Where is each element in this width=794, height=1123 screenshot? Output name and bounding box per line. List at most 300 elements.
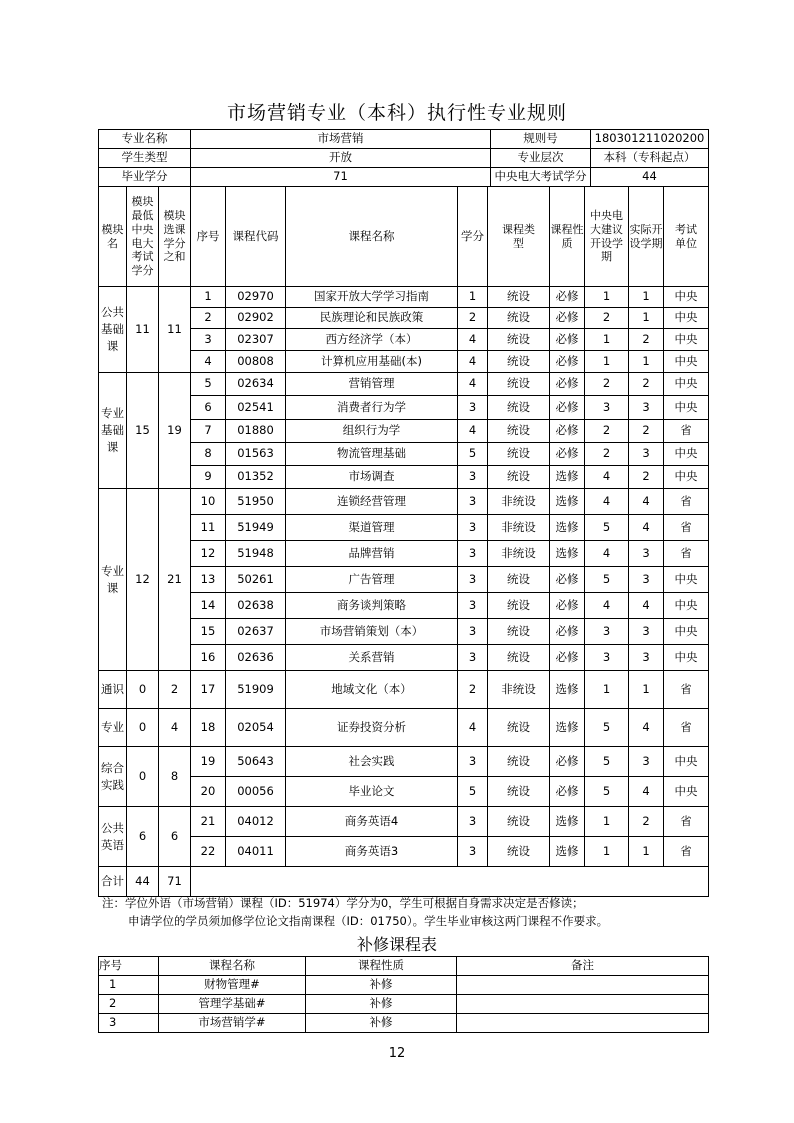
course-seq: 2 xyxy=(191,308,226,329)
module-sel-credit: 19 xyxy=(159,373,191,489)
course-row xyxy=(99,287,709,308)
course-cnature: 必修 xyxy=(550,645,585,671)
supp-header-seq: 序号 xyxy=(99,957,159,976)
course-name: 毕业论文 xyxy=(286,777,458,807)
course-cnature: 必修 xyxy=(550,747,585,777)
course-row xyxy=(99,466,709,489)
course-unit: 省 xyxy=(664,837,709,867)
supplement-row xyxy=(99,1014,709,1033)
course-code: 02970 xyxy=(226,287,286,308)
course-ctype: 统设 xyxy=(488,308,550,329)
course-row xyxy=(99,645,709,671)
module-min-credit: 0 xyxy=(127,747,159,807)
col-header-ctype: 课程类型 xyxy=(488,187,550,287)
course-ctype: 非统设 xyxy=(488,541,550,567)
header-row xyxy=(99,187,709,287)
course-credit: 3 xyxy=(458,396,488,420)
supplement-table xyxy=(98,956,709,1033)
course-name: 社会实践 xyxy=(286,747,458,777)
course-suggest: 1 xyxy=(585,329,629,351)
course-seq: 21 xyxy=(191,807,226,837)
course-suggest: 3 xyxy=(585,396,629,420)
course-suggest: 2 xyxy=(585,373,629,396)
course-actual: 3 xyxy=(629,541,664,567)
course-unit: 省 xyxy=(664,489,709,515)
supp-header-name: 课程名称 xyxy=(159,957,306,976)
module-name: 公共基础课 xyxy=(99,287,127,373)
course-name: 品牌营销 xyxy=(286,541,458,567)
course-actual: 4 xyxy=(629,709,664,747)
course-credit: 3 xyxy=(458,593,488,619)
course-ctype: 非统设 xyxy=(488,515,550,541)
course-ctype: 统设 xyxy=(488,287,550,308)
course-seq: 11 xyxy=(191,515,226,541)
course-actual: 2 xyxy=(629,807,664,837)
supp-remark xyxy=(457,1014,709,1033)
course-code: 02541 xyxy=(226,396,286,420)
course-code: 51949 xyxy=(226,515,286,541)
course-suggest: 4 xyxy=(585,466,629,489)
course-unit: 省 xyxy=(664,709,709,747)
col-header-actual: 实际开设学期 xyxy=(629,187,664,287)
course-code: 00808 xyxy=(226,351,286,373)
course-row xyxy=(99,671,709,709)
course-name: 民族理论和民族政策 xyxy=(286,308,458,329)
course-unit: 中央 xyxy=(664,777,709,807)
course-actual: 4 xyxy=(629,515,664,541)
course-cnature: 必修 xyxy=(550,420,585,443)
total-min-credit: 44 xyxy=(127,867,159,897)
course-credit: 4 xyxy=(458,420,488,443)
course-name: 西方经济学（本） xyxy=(286,329,458,351)
col-header-code: 课程代码 xyxy=(226,187,286,287)
supp-nature: 补修 xyxy=(306,1014,457,1033)
course-cnature: 必修 xyxy=(550,329,585,351)
col-header-name: 课程名称 xyxy=(286,187,458,287)
course-name: 营销管理 xyxy=(286,373,458,396)
course-credit: 2 xyxy=(458,308,488,329)
course-name: 关系营销 xyxy=(286,645,458,671)
course-unit: 省 xyxy=(664,807,709,837)
course-actual: 3 xyxy=(629,567,664,593)
course-credit: 2 xyxy=(458,671,488,709)
course-cnature: 必修 xyxy=(550,351,585,373)
course-actual: 3 xyxy=(629,747,664,777)
course-name: 广告管理 xyxy=(286,567,458,593)
total-empty xyxy=(191,867,709,897)
module-sel-credit: 8 xyxy=(159,747,191,807)
course-unit: 中央 xyxy=(664,373,709,396)
course-seq: 7 xyxy=(191,420,226,443)
module-min-credit: 11 xyxy=(127,287,159,373)
course-credit: 3 xyxy=(458,619,488,645)
course-cnature: 必修 xyxy=(550,287,585,308)
course-seq: 15 xyxy=(191,619,226,645)
course-row xyxy=(99,351,709,373)
info-table xyxy=(98,129,709,187)
course-row xyxy=(99,329,709,351)
module-sel-credit: 4 xyxy=(159,709,191,747)
course-ctype: 非统设 xyxy=(488,671,550,709)
course-seq: 8 xyxy=(191,443,226,466)
module-min-credit: 12 xyxy=(127,489,159,671)
info-value: 开放 xyxy=(191,149,491,168)
course-ctype: 统设 xyxy=(488,466,550,489)
info-value: 71 xyxy=(191,168,491,187)
course-suggest: 5 xyxy=(585,515,629,541)
course-ctype: 非统设 xyxy=(488,489,550,515)
total-label: 合计 xyxy=(99,867,127,897)
module-name: 专业课 xyxy=(99,489,127,671)
course-unit: 中央 xyxy=(664,351,709,373)
course-name: 市场营销策划（本） xyxy=(286,619,458,645)
page-number: 12 xyxy=(388,1046,406,1061)
course-cnature: 选修 xyxy=(550,466,585,489)
course-unit: 省 xyxy=(664,515,709,541)
course-suggest: 4 xyxy=(585,541,629,567)
course-row xyxy=(99,420,709,443)
course-name: 消费者行为学 xyxy=(286,396,458,420)
course-suggest: 1 xyxy=(585,671,629,709)
course-actual: 1 xyxy=(629,287,664,308)
course-actual: 2 xyxy=(629,373,664,396)
course-actual: 1 xyxy=(629,351,664,373)
info-label: 学生类型 xyxy=(99,149,191,168)
supp-header-remark: 备注 xyxy=(457,957,709,976)
col-header-cnature: 课程性质 xyxy=(550,187,585,287)
course-ctype: 统设 xyxy=(488,709,550,747)
course-unit: 中央 xyxy=(664,747,709,777)
course-actual: 2 xyxy=(629,466,664,489)
supp-seq: 1 xyxy=(99,976,159,995)
course-code: 01880 xyxy=(226,420,286,443)
course-row xyxy=(99,515,709,541)
course-code: 02637 xyxy=(226,619,286,645)
course-actual: 1 xyxy=(629,837,664,867)
course-credit: 4 xyxy=(458,709,488,747)
course-credit: 5 xyxy=(458,777,488,807)
course-seq: 1 xyxy=(191,287,226,308)
course-code: 50643 xyxy=(226,747,286,777)
course-unit: 中央 xyxy=(664,396,709,420)
info-label: 专业层次 xyxy=(491,149,591,168)
course-unit: 中央 xyxy=(664,308,709,329)
col-header-seq: 序号 xyxy=(191,187,226,287)
course-code: 02902 xyxy=(226,308,286,329)
course-actual: 3 xyxy=(629,645,664,671)
course-name: 商务英语4 xyxy=(286,807,458,837)
course-unit: 中央 xyxy=(664,329,709,351)
course-seq: 18 xyxy=(191,709,226,747)
course-ctype: 统设 xyxy=(488,747,550,777)
module-sel-credit: 6 xyxy=(159,807,191,867)
course-unit: 中央 xyxy=(664,466,709,489)
course-seq: 10 xyxy=(191,489,226,515)
page-title: 市场营销专业（本科）执行性专业规则 xyxy=(226,102,567,124)
course-ctype: 统设 xyxy=(488,807,550,837)
course-code: 02636 xyxy=(226,645,286,671)
module-sel-credit: 2 xyxy=(159,671,191,709)
course-actual: 3 xyxy=(629,619,664,645)
course-cnature: 必修 xyxy=(550,373,585,396)
module-min-credit: 0 xyxy=(127,671,159,709)
course-row xyxy=(99,619,709,645)
supplement-header-row xyxy=(99,957,709,976)
course-unit: 中央 xyxy=(664,645,709,671)
course-suggest: 2 xyxy=(585,420,629,443)
course-unit: 中央 xyxy=(664,443,709,466)
course-seq: 19 xyxy=(191,747,226,777)
course-code: 50261 xyxy=(226,567,286,593)
course-credit: 4 xyxy=(458,351,488,373)
course-actual: 1 xyxy=(629,671,664,709)
course-cnature: 选修 xyxy=(550,807,585,837)
info-value: 本科（专科起点） xyxy=(591,149,709,168)
course-seq: 20 xyxy=(191,777,226,807)
course-unit: 中央 xyxy=(664,287,709,308)
note-line-1: 注：学位外语（市场营销）课程（ID：51974）学分为0，学生可根据自身需求决定是否修读； xyxy=(102,896,584,910)
course-cnature: 必修 xyxy=(550,396,585,420)
course-code: 51909 xyxy=(226,671,286,709)
course-seq: 17 xyxy=(191,671,226,709)
course-ctype: 统设 xyxy=(488,351,550,373)
course-ctype: 统设 xyxy=(488,443,550,466)
course-seq: 3 xyxy=(191,329,226,351)
course-row xyxy=(99,777,709,807)
course-row xyxy=(99,308,709,329)
course-cnature: 必修 xyxy=(550,777,585,807)
col-header-credit: 学分 xyxy=(458,187,488,287)
course-credit: 3 xyxy=(458,807,488,837)
course-actual: 4 xyxy=(629,777,664,807)
course-name: 计算机应用基础(本) xyxy=(286,351,458,373)
info-value: 44 xyxy=(591,168,709,187)
course-row xyxy=(99,567,709,593)
course-ctype: 统设 xyxy=(488,593,550,619)
course-name: 地域文化（本） xyxy=(286,671,458,709)
course-suggest: 1 xyxy=(585,287,629,308)
info-row xyxy=(99,130,709,149)
course-name: 连锁经营管理 xyxy=(286,489,458,515)
course-ctype: 统设 xyxy=(488,396,550,420)
course-row xyxy=(99,489,709,515)
course-suggest: 5 xyxy=(585,777,629,807)
course-code: 02638 xyxy=(226,593,286,619)
course-suggest: 1 xyxy=(585,807,629,837)
course-actual: 1 xyxy=(629,308,664,329)
course-credit: 5 xyxy=(458,443,488,466)
course-unit: 中央 xyxy=(664,567,709,593)
course-code: 04012 xyxy=(226,807,286,837)
course-credit: 3 xyxy=(458,489,488,515)
course-row xyxy=(99,593,709,619)
course-unit: 中央 xyxy=(664,619,709,645)
course-cnature: 必修 xyxy=(550,308,585,329)
course-row xyxy=(99,747,709,777)
supp-name: 市场营销学# xyxy=(159,1014,306,1033)
info-label: 中央电大考试学分 xyxy=(491,168,591,187)
info-value: 180301211020200 xyxy=(591,130,709,149)
course-cnature: 选修 xyxy=(550,515,585,541)
course-actual: 4 xyxy=(629,593,664,619)
course-row xyxy=(99,396,709,420)
info-label: 专业名称 xyxy=(99,130,191,149)
course-suggest: 5 xyxy=(585,747,629,777)
course-seq: 22 xyxy=(191,837,226,867)
module-sel-credit: 11 xyxy=(159,287,191,373)
course-ctype: 统设 xyxy=(488,567,550,593)
course-name: 组织行为学 xyxy=(286,420,458,443)
course-cnature: 选修 xyxy=(550,671,585,709)
supplement-row xyxy=(99,995,709,1014)
course-suggest: 1 xyxy=(585,351,629,373)
course-code: 51948 xyxy=(226,541,286,567)
course-credit: 3 xyxy=(458,515,488,541)
course-name: 证券投资分析 xyxy=(286,709,458,747)
course-actual: 2 xyxy=(629,329,664,351)
course-row xyxy=(99,837,709,867)
course-code: 02307 xyxy=(226,329,286,351)
course-name: 渠道管理 xyxy=(286,515,458,541)
col-header-suggest: 中央电大建议开设学期 xyxy=(585,187,629,287)
course-code: 04011 xyxy=(226,837,286,867)
info-row xyxy=(99,168,709,187)
total-row xyxy=(99,867,709,897)
course-unit: 省 xyxy=(664,541,709,567)
col-header-min-credit: 模块最低中央电大考试学分 xyxy=(127,187,159,287)
module-min-credit: 15 xyxy=(127,373,159,489)
course-suggest: 4 xyxy=(585,489,629,515)
course-name: 商务谈判策略 xyxy=(286,593,458,619)
course-cnature: 必修 xyxy=(550,443,585,466)
course-credit: 3 xyxy=(458,541,488,567)
course-name: 商务英语3 xyxy=(286,837,458,867)
module-name: 专业 xyxy=(99,709,127,747)
course-seq: 13 xyxy=(191,567,226,593)
course-credit: 3 xyxy=(458,567,488,593)
course-row xyxy=(99,709,709,747)
course-suggest: 4 xyxy=(585,593,629,619)
module-name: 专业基础课 xyxy=(99,373,127,489)
supp-remark xyxy=(457,995,709,1014)
course-credit: 1 xyxy=(458,287,488,308)
course-row xyxy=(99,807,709,837)
course-table xyxy=(98,186,709,897)
supplement-row xyxy=(99,976,709,995)
course-ctype: 统设 xyxy=(488,420,550,443)
course-credit: 3 xyxy=(458,747,488,777)
course-cnature: 必修 xyxy=(550,619,585,645)
course-code: 02054 xyxy=(226,709,286,747)
course-credit: 4 xyxy=(458,373,488,396)
col-header-module: 模块名 xyxy=(99,187,127,287)
course-ctype: 统设 xyxy=(488,837,550,867)
course-seq: 12 xyxy=(191,541,226,567)
course-seq: 6 xyxy=(191,396,226,420)
course-unit: 省 xyxy=(664,671,709,709)
course-credit: 3 xyxy=(458,645,488,671)
module-name: 通识 xyxy=(99,671,127,709)
course-credit: 3 xyxy=(458,837,488,867)
course-seq: 16 xyxy=(191,645,226,671)
course-cnature: 选修 xyxy=(550,489,585,515)
col-header-unit: 考试单位 xyxy=(664,187,709,287)
supplement-title: 补修课程表 xyxy=(356,935,437,954)
supp-seq: 2 xyxy=(99,995,159,1014)
info-value: 市场营销 xyxy=(191,130,491,149)
course-name: 市场调查 xyxy=(286,466,458,489)
course-unit: 省 xyxy=(664,420,709,443)
course-code: 02634 xyxy=(226,373,286,396)
course-seq: 14 xyxy=(191,593,226,619)
supp-name: 财物管理# xyxy=(159,976,306,995)
total-sel-credit: 71 xyxy=(159,867,191,897)
course-seq: 4 xyxy=(191,351,226,373)
info-row xyxy=(99,149,709,168)
course-suggest: 5 xyxy=(585,709,629,747)
course-seq: 5 xyxy=(191,373,226,396)
col-header-sel-credit: 模块选课学分之和 xyxy=(159,187,191,287)
course-name: 物流管理基础 xyxy=(286,443,458,466)
module-sel-credit: 21 xyxy=(159,489,191,671)
course-suggest: 2 xyxy=(585,443,629,466)
course-cnature: 选修 xyxy=(550,541,585,567)
supp-header-nature: 课程性质 xyxy=(306,957,457,976)
course-suggest: 3 xyxy=(585,619,629,645)
course-seq: 9 xyxy=(191,466,226,489)
course-ctype: 统设 xyxy=(488,373,550,396)
course-credit: 3 xyxy=(458,466,488,489)
course-actual: 3 xyxy=(629,443,664,466)
course-credit: 4 xyxy=(458,329,488,351)
course-cnature: 必修 xyxy=(550,593,585,619)
course-row xyxy=(99,541,709,567)
course-actual: 4 xyxy=(629,489,664,515)
course-unit: 中央 xyxy=(664,593,709,619)
module-min-credit: 0 xyxy=(127,709,159,747)
course-name: 国家开放大学学习指南 xyxy=(286,287,458,308)
supp-nature: 补修 xyxy=(306,976,457,995)
supp-seq: 3 xyxy=(99,1014,159,1033)
course-code: 01563 xyxy=(226,443,286,466)
course-ctype: 统设 xyxy=(488,329,550,351)
course-cnature: 选修 xyxy=(550,709,585,747)
course-cnature: 选修 xyxy=(550,837,585,867)
module-min-credit: 6 xyxy=(127,807,159,867)
course-suggest: 1 xyxy=(585,837,629,867)
course-row xyxy=(99,373,709,396)
supp-remark xyxy=(457,976,709,995)
supp-nature: 补修 xyxy=(306,995,457,1014)
course-code: 00056 xyxy=(226,777,286,807)
course-cnature: 必修 xyxy=(550,567,585,593)
course-actual: 3 xyxy=(629,396,664,420)
supp-name: 管理学基础# xyxy=(159,995,306,1014)
course-actual: 2 xyxy=(629,420,664,443)
module-name: 综合实践 xyxy=(99,747,127,807)
course-suggest: 2 xyxy=(585,308,629,329)
course-code: 01352 xyxy=(226,466,286,489)
course-ctype: 统设 xyxy=(488,777,550,807)
info-label: 规则号 xyxy=(491,130,591,149)
course-suggest: 5 xyxy=(585,567,629,593)
course-suggest: 3 xyxy=(585,645,629,671)
course-ctype: 统设 xyxy=(488,645,550,671)
course-row xyxy=(99,443,709,466)
course-code: 51950 xyxy=(226,489,286,515)
course-ctype: 统设 xyxy=(488,619,550,645)
info-label: 毕业学分 xyxy=(99,168,191,187)
